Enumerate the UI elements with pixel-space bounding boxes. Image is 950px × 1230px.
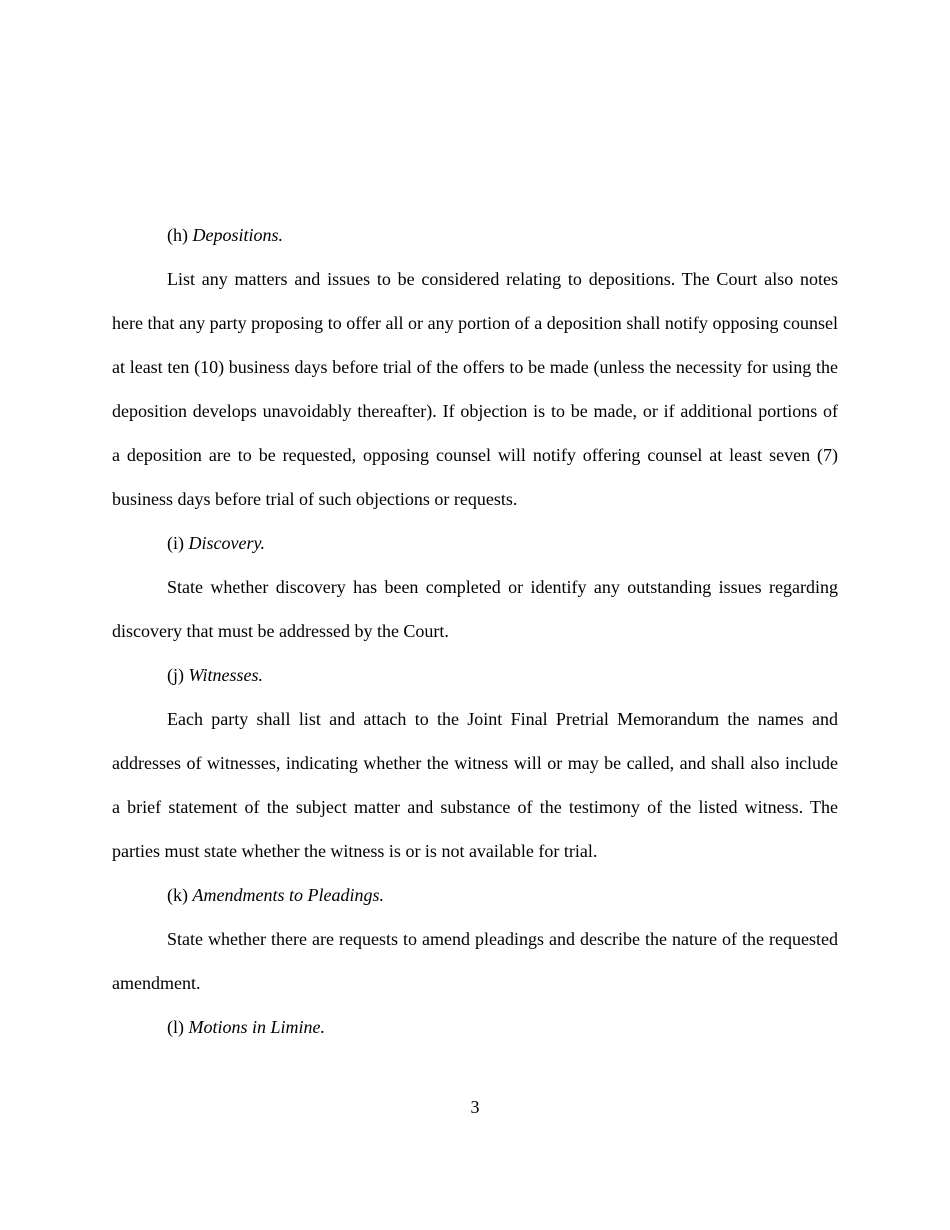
paragraph-line: State whether discovery has been completed or identify any outstanding issues regarding bbox=[167, 577, 838, 597]
section-letter: (k) bbox=[167, 885, 188, 905]
paragraph-line: amendment. bbox=[112, 973, 201, 993]
section-heading-discovery bbox=[167, 531, 265, 555]
section-title: Amendments to Pleadings. bbox=[192, 885, 384, 905]
paragraph-line: deposition develops unavoidably thereafter). If objection is to be made, or if additional portions of bbox=[112, 401, 838, 421]
paragraph-line: Each party shall list and attach to the Joint Final Pretrial Memorandum the names and bbox=[167, 709, 838, 729]
section-letter: (i) bbox=[167, 533, 184, 553]
section-heading-amendments bbox=[167, 883, 384, 907]
paragraph-line: here that any party proposing to offer all or any portion of a deposition shall notify opposing counsel bbox=[112, 313, 838, 333]
paragraph-line: at least ten (10) business days before trial of the offers to be made (unless the necessity for using the bbox=[112, 357, 838, 377]
section-title: Depositions. bbox=[192, 225, 284, 245]
section-title: Discovery. bbox=[188, 533, 265, 553]
section-letter: (h) bbox=[167, 225, 188, 245]
section-heading-depositions bbox=[167, 223, 283, 247]
section-letter: (j) bbox=[167, 665, 184, 685]
paragraph-line: business days before trial of such objections or requests. bbox=[112, 489, 518, 509]
paragraph-line: a deposition are to be requested, opposing counsel will notify offering counsel at least seven (7) bbox=[112, 445, 838, 465]
section-letter: (l) bbox=[167, 1017, 189, 1037]
section-title: Motions in Limine. bbox=[188, 1017, 326, 1037]
paragraph-line: parties must state whether the witness is or is not available for trial. bbox=[112, 841, 598, 861]
section-heading-witnesses bbox=[167, 663, 263, 687]
section-title: Witnesses. bbox=[188, 665, 263, 685]
section-heading-motions-in-limine bbox=[167, 1015, 325, 1039]
paragraph-line: a brief statement of the subject matter and substance of the testimony of the listed witness. The bbox=[112, 797, 838, 817]
paragraph-line: addresses of witnesses, indicating whether the witness will or may be called, and shall also include bbox=[112, 753, 838, 773]
paragraph-line: discovery that must be addressed by the Court. bbox=[112, 621, 449, 641]
paragraph-line: List any matters and issues to be considered relating to depositions. The Court also notes bbox=[167, 269, 838, 289]
paragraph-line: State whether there are requests to amend pleadings and describe the nature of the requested bbox=[167, 929, 838, 949]
page-number: 3 bbox=[470, 1097, 480, 1117]
